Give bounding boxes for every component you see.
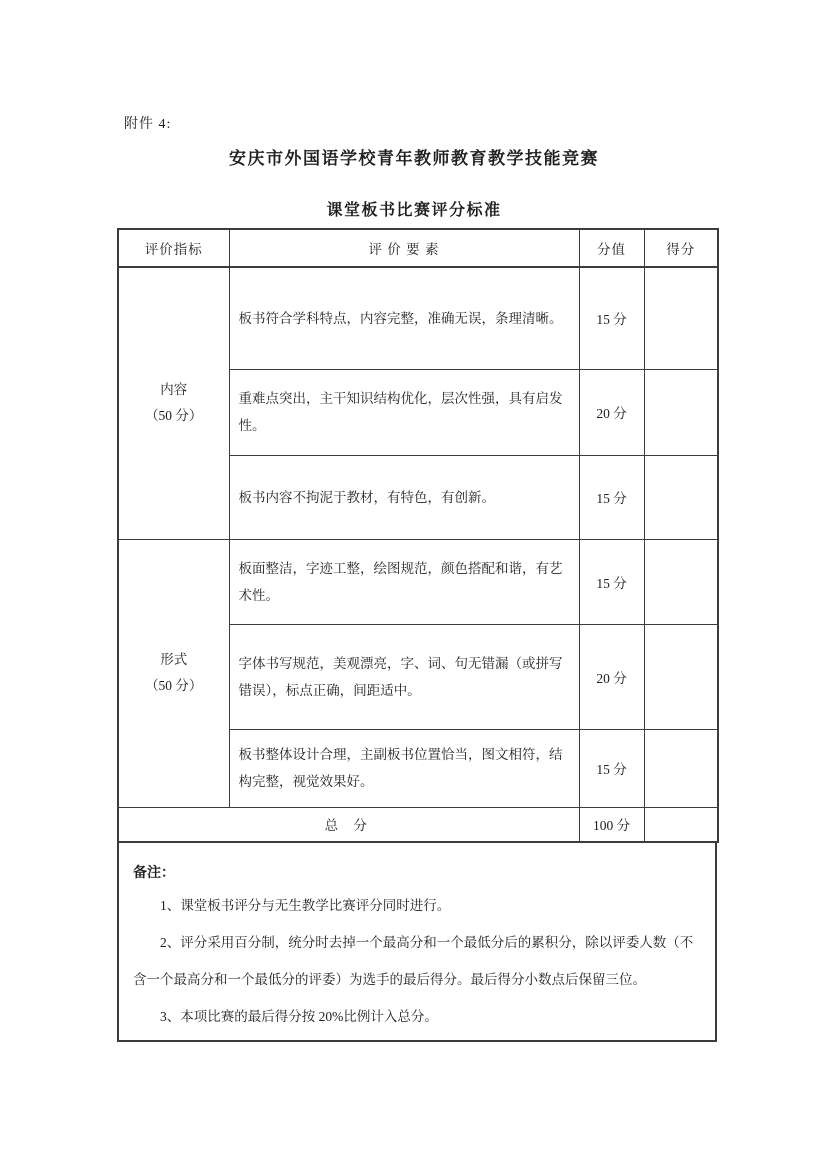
- element-cell: 重难点突出，主干知识结构优化，层次性强，具有启发性。: [229, 369, 579, 455]
- note-item-3: 3、本项比赛的最后得分按 20%比例计入总分。: [160, 1009, 438, 1024]
- element-cell: 板书符合学科特点，内容完整，准确无误，条理清晰。: [229, 267, 579, 369]
- attachment-label: 附件 4:: [124, 117, 172, 132]
- table-header-row: [118, 229, 718, 267]
- earned-score-cell: [644, 729, 718, 807]
- note-item-1: 1、课堂板书评分与无生教学比赛评分同时进行。: [160, 898, 451, 913]
- total-earned-cell: [644, 807, 718, 842]
- element-cell: 字体书写规范，美观漂亮，字、词、句无错漏（或拼写错误），标点正确，间距适中。: [229, 624, 579, 729]
- element-cell: 板书整体设计合理，主副板书位置恰当，图文相符，结构完整，视觉效果好。: [229, 729, 579, 807]
- indicator-score: （50 分）: [145, 678, 203, 693]
- page-subtitle: 课堂板书比赛评分标准: [326, 202, 502, 219]
- scoring-rubric-table: [117, 228, 719, 843]
- earned-score-cell: [644, 624, 718, 729]
- score-value-cell: 20 分: [579, 369, 644, 455]
- element-cell: 板书内容不拘泥于教材，有特色，有创新。: [229, 455, 579, 539]
- indicator-cell-form: [118, 539, 229, 807]
- header-earned-score: 得分: [644, 229, 718, 267]
- page-title: 安庆市外国语学校青年教师教育教学技能竞赛: [229, 149, 599, 168]
- earned-score-cell: [644, 539, 718, 624]
- score-value-cell: 15 分: [579, 267, 644, 369]
- score-value-cell: 15 分: [579, 539, 644, 624]
- total-label: 总 分: [118, 807, 579, 842]
- note-item-2: 2、评分采用百分制，统分时去掉一个最高分和一个最低分后的累积分，除以评委人数（不含一个最高分和一个最低分的评委）为选手的最后得分。最后得分小数点后保留三位。: [133, 935, 694, 987]
- header-element: 评 价 要 素: [229, 229, 579, 267]
- earned-score-cell: [644, 267, 718, 369]
- notes-label: 备注：: [133, 866, 175, 881]
- earned-score-cell: [644, 455, 718, 539]
- total-row: [118, 807, 718, 842]
- header-score-value: 分值: [579, 229, 644, 267]
- table-row: [118, 267, 718, 369]
- total-score-value: 100 分: [579, 807, 644, 842]
- table-row: [118, 539, 718, 624]
- notes-box: [117, 841, 717, 1042]
- score-value-cell: 15 分: [579, 455, 644, 539]
- indicator-score: （50 分）: [145, 408, 203, 424]
- indicator-cell-content: [118, 267, 229, 539]
- indicator-name: 形式: [160, 652, 188, 667]
- score-value-cell: 20 分: [579, 624, 644, 729]
- score-value-cell: 15 分: [579, 729, 644, 807]
- earned-score-cell: [644, 369, 718, 455]
- header-indicator: 评价指标: [118, 229, 229, 267]
- element-cell: 板面整洁，字迹工整，绘图规范，颜色搭配和谐，有艺术性。: [229, 539, 579, 624]
- indicator-name: 内容: [160, 382, 188, 398]
